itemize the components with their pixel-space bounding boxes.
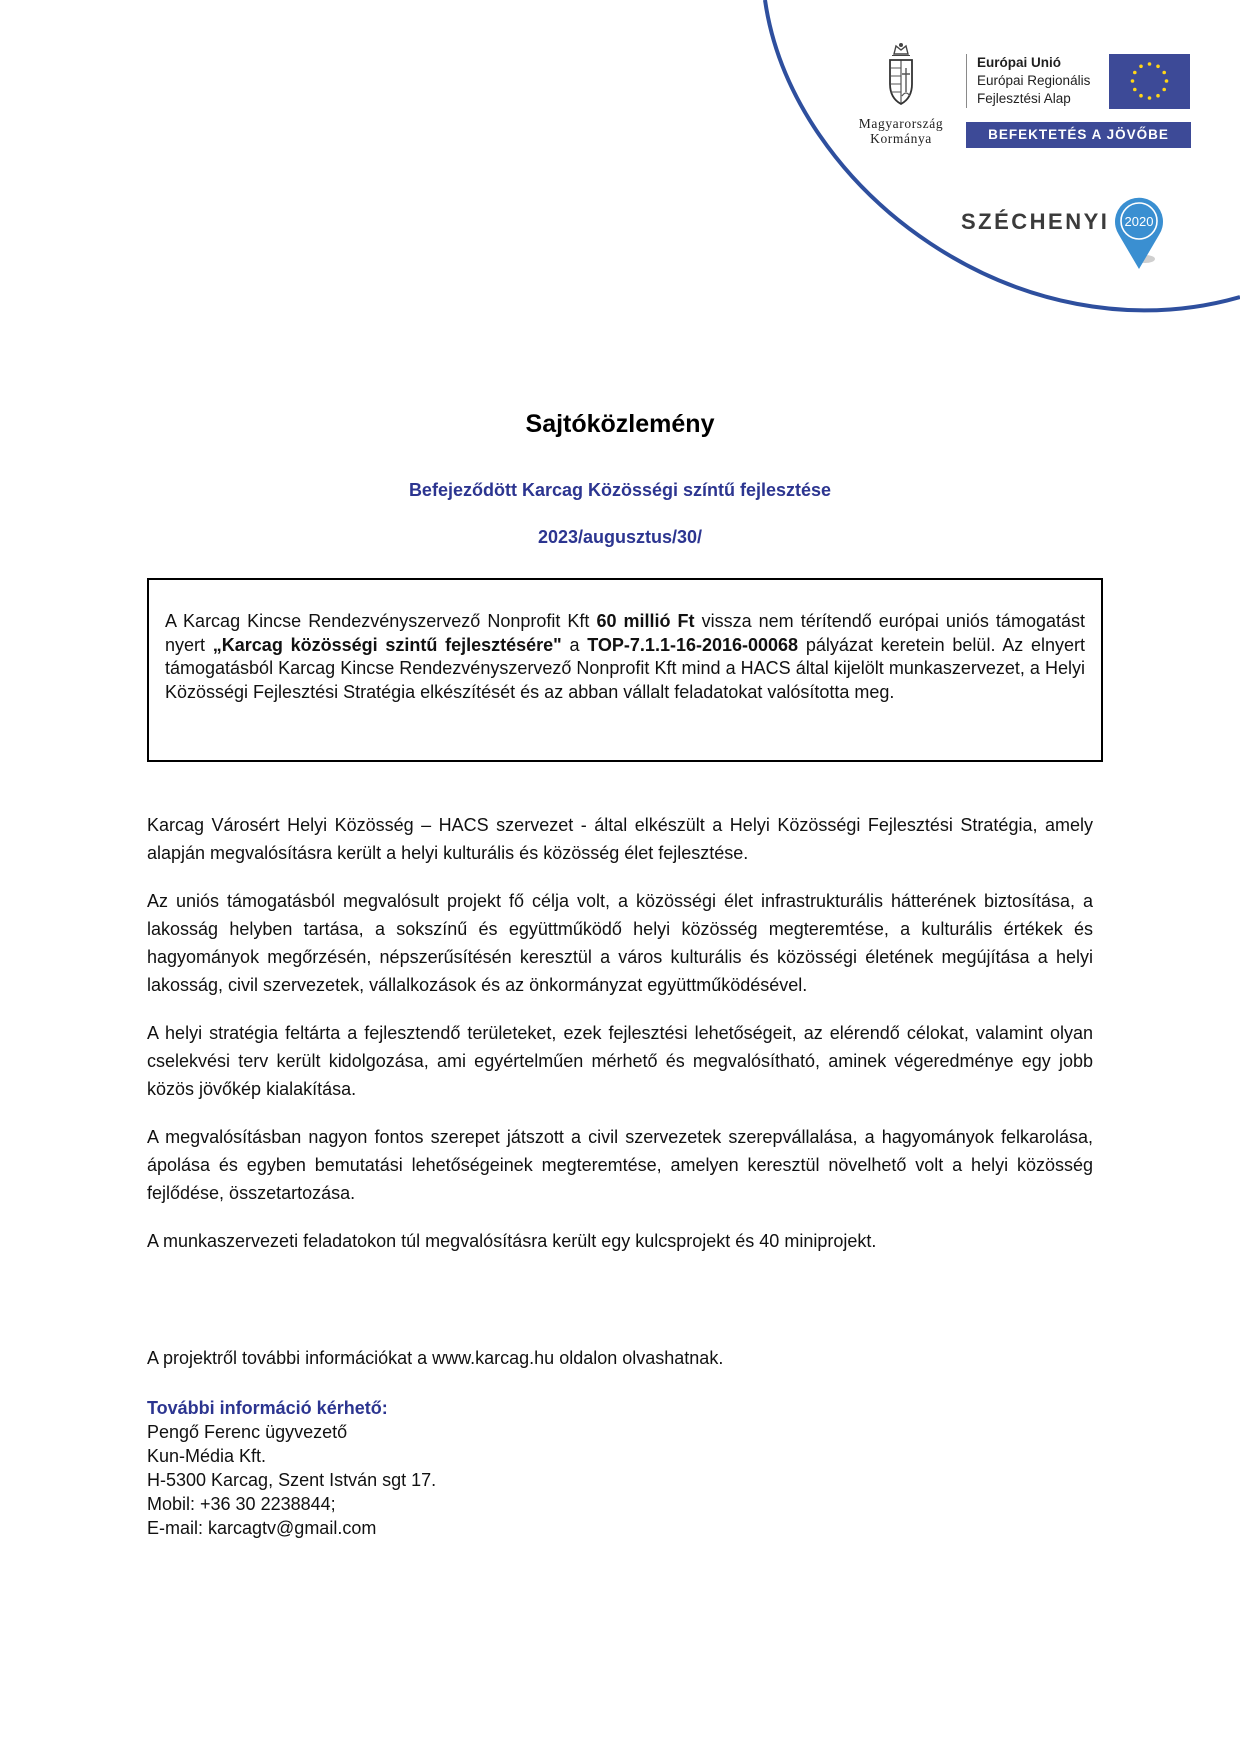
- summary-text: [165, 610, 1085, 704]
- contact-block: [147, 1396, 436, 1540]
- more-info-text: A projektről további információkat a www.karcag.hu oldalon olvashatnak.: [147, 1348, 724, 1368]
- contact-heading: További információ kérhető:: [147, 1398, 388, 1418]
- eu-banner: BEFEKTETÉS A JÖVŐBE: [966, 122, 1191, 148]
- contact-mobile: Mobil: +36 30 2238844;: [147, 1494, 336, 1514]
- paragraph-5: A munkaszervezeti feladatokon túl megvalósításra került egy kulcsprojekt és 40 miniprojekt.: [147, 1231, 877, 1251]
- header-arc: [0, 0, 1240, 340]
- eu-fund-line-2: Fejlesztési Alap: [977, 91, 1071, 106]
- paragraph-2: Az uniós támogatásból megvalósult projekt fő célja volt, a közösségi élet infrastrukturális hátterének biztosítása, a lakosság helyben tartása, a sokszínű és együttműködő helyi közösség megteremtése, a kulturális értékek és hagyományok megőrzésén, népszerűsítésén keresztül a város kulturális és közösségi életének megújítása a helyi lakosság, civil szervezetek, vállalkozások és az önkormányzat együttműködésével.: [147, 891, 1093, 995]
- summary-project-name: „Karcag közösségi szintű fejlesztésére": [212, 634, 562, 655]
- release-date: 2023/augusztus/30/: [537, 527, 703, 547]
- eu-name: Európai Unió: [977, 55, 1061, 70]
- eu-fund-line-1: Európai Regionális: [977, 73, 1091, 88]
- hungarian-government-logo: [836, 42, 966, 146]
- summary-box: [147, 578, 1103, 762]
- contact-email: E-mail: karcagtv@gmail.com: [147, 1518, 377, 1538]
- summary-project-id: TOP-7.1.1-16-2016-00068: [587, 634, 799, 655]
- summary-part-1: A Karcag Kincse Rendezvényszervező Nonprofit Kft: [165, 611, 597, 631]
- szechenyi-year: 2020: [1124, 214, 1154, 229]
- summary-amount: 60 millió Ft: [596, 611, 695, 631]
- eu-flag-icon: [1109, 54, 1190, 109]
- eu-text-block: [966, 54, 1117, 108]
- summary-part-2: vissza nem térítendő európai uniós támogatást nyert: [165, 611, 1085, 655]
- paragraph-4: A megvalósításban nagyon fontos szerepet játszott a civil szervezetek szerepvállalása, a hagyományok felkarolása, ápolása és egyben bemutatási lehetőségeinek megteremtése, amelyen keresztül növelhető volt a helyi közösség fejlődése, összetartozása.: [147, 1127, 1093, 1203]
- contact-address: H-5300 Karcag, Szent István sgt 17.: [147, 1470, 437, 1490]
- location-pin-icon: [1111, 195, 1167, 271]
- gov-logo-line-2: Kormánya: [870, 131, 932, 146]
- contact-person: Pengő Ferenc ügyvezető: [147, 1422, 348, 1442]
- contact-company: Kun-Média Kft.: [147, 1446, 267, 1466]
- summary-part-4: pályázat keretein belül. Az elnyert támogatásból Karcag Kincse Rendezvényszervező Nonprofit Kft mind a HACS által kijelölt munkaszervezet, a Helyi Közösségi Fejlesztési Stratégia elkészítését és az abban vállalt feladatokat valósította meg.: [165, 634, 1085, 702]
- gov-logo-line-1: Magyarország: [858, 116, 944, 131]
- subtitle: Befejeződött Karcag Közösségi színtű fejlesztése: [408, 480, 832, 500]
- page-title: Sajtóközlemény: [525, 410, 715, 438]
- coat-of-arms-icon: [881, 42, 921, 114]
- paragraph-1: Karcag Városért Helyi Közösség – HACS szervezet - által elkészült a Helyi Közösségi Fejlesztési Stratégia, amely alapján megvalósításra került a helyi kulturális és közösség élet fejlesztése.: [147, 815, 1093, 863]
- summary-part-3: a: [561, 634, 588, 655]
- paragraph-3: A helyi stratégia feltárta a fejlesztendő területeket, ezek fejlesztési lehetőségeit, az elérendő célokat, valamint olyan cselekvési terv került kidolgozása, ami egyértelműen mérhető és megvalósítható, aminek végeredménye egy jobb közös jövőkép kialakítása.: [147, 1023, 1093, 1099]
- szechenyi-word: SZÉCHENYI: [961, 209, 1110, 234]
- body-text: [147, 811, 1093, 1275]
